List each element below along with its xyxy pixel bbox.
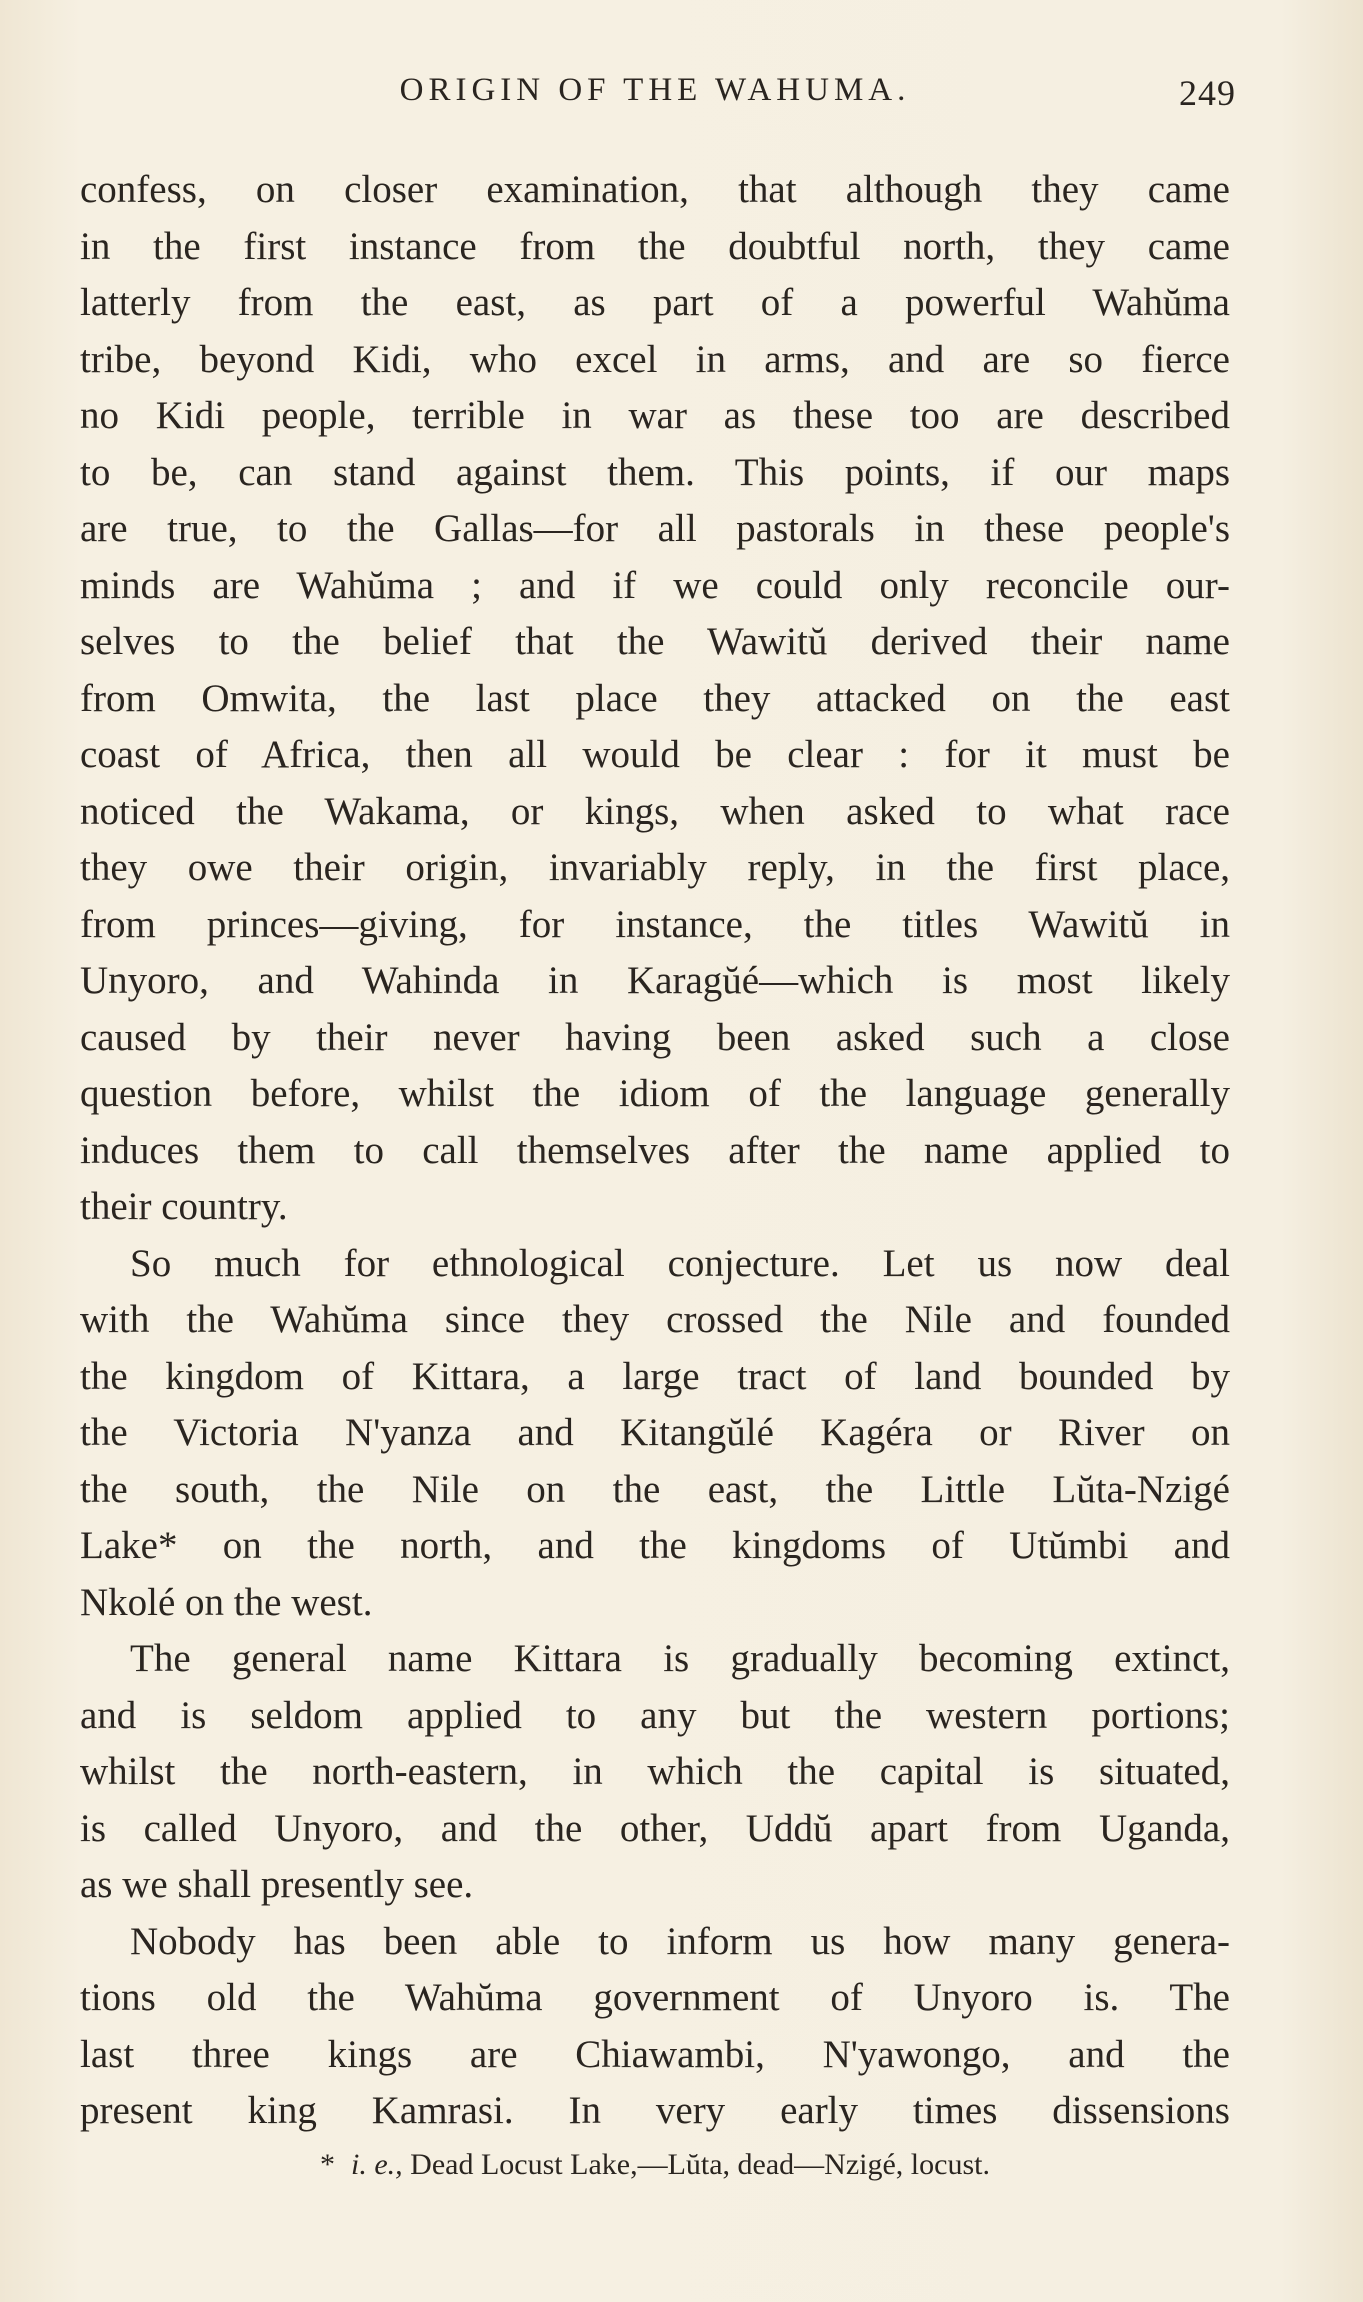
paragraph-start-line: Nobody has been able to inform us how many genera-: [130, 1919, 1230, 1963]
text-line: confess, on closer examination, that although they came: [80, 168, 1230, 211]
text-line: and is seldom applied to any but the western portions;: [80, 1693, 1230, 1737]
text-line: from princes—giving, for instance, the titles Wawitŭ in: [80, 902, 1230, 946]
text-line: coast of Africa, then all would be clear : for it must be: [80, 733, 1230, 776]
text-line: with the Wahŭma since they crossed the Nile and founded: [80, 1298, 1230, 1341]
text-line: no Kidi people, terrible in war as these too are described: [80, 394, 1230, 437]
text-line: selves to the belief that the Wawitŭ derived their name: [80, 620, 1230, 663]
text-line: in the first instance from the doubtful north, they came: [80, 224, 1230, 268]
paragraph-start-line: So much for ethnological conjecture. Let us now deal: [130, 1241, 1230, 1285]
text-line: whilst the north-eastern, in which the capital is situated,: [80, 1750, 1230, 1793]
text-line: Unyoro, and Wahinda in Karagŭé—which is most likely: [80, 959, 1230, 1002]
page-header: [80, 72, 1236, 122]
text-line: minds are Wahŭma ; and if we could only reconcile our-: [80, 563, 1230, 607]
text-line: present king Kamrasi. In very early times dissensions: [80, 2089, 1230, 2132]
text-line: the south, the Nile on the east, the Little Lŭta-Nzigé: [80, 1467, 1230, 1511]
body-text: [80, 162, 1230, 2140]
text-line: Lake* on the north, and the kingdoms of Utŭmbi and: [80, 1524, 1230, 1567]
text-line: the Victoria N'yanza and Kitangŭlé Kagéra or River on: [80, 1411, 1230, 1454]
text-line: from Omwita, the last place they attacked on the east: [80, 676, 1230, 720]
paragraph-start-line: The general name Kittara is gradually becoming extinct,: [130, 1637, 1230, 1680]
text-line: last three kings are Chiawambi, N'yawongo, and the: [80, 2032, 1230, 2076]
text-line: to be, can stand against them. This points, if our maps: [80, 450, 1230, 494]
paragraph-end-line: Nkolé on the west.: [80, 1580, 373, 1624]
footnote: [80, 2148, 1230, 2182]
text-line: question before, whilst the idiom of the language generally: [80, 1072, 1230, 1115]
footnote-marker: *: [320, 2148, 336, 2181]
text-line: tribe, beyond Kidi, who excel in arms, and are so fierce: [80, 337, 1230, 381]
footnote-text: Dead Locust Lake,—Lŭta, dead—Nzigé, locust.: [410, 2148, 990, 2181]
text-line: tions old the Wahŭma government of Unyoro is. The: [80, 1976, 1230, 2019]
paragraph-end-line: as we shall presently see.: [80, 1863, 474, 1906]
running-title: ORIGIN OF THE WAHUMA.: [399, 72, 911, 108]
text-line: noticed the Wakama, or kings, when asked to what race: [80, 789, 1230, 833]
text-line: induces them to call themselves after the name applied to: [80, 1128, 1230, 1172]
footnote-abbreviation: i. e.,: [351, 2148, 403, 2181]
text-line: the kingdom of Kittara, a large tract of land bounded by: [80, 1354, 1230, 1398]
text-line: are true, to the Gallas—for all pastorals in these people's: [80, 507, 1230, 550]
page-number: 249: [1179, 73, 1236, 113]
paragraph-end-line: their country.: [80, 1185, 288, 1228]
text-line: is called Unyoro, and the other, Uddŭ apart from Uganda,: [80, 1806, 1230, 1850]
text-line: caused by their never having been asked such a close: [80, 1015, 1230, 1059]
text-line: they owe their origin, invariably reply, in the first place,: [80, 846, 1230, 889]
text-line: latterly from the east, as part of a powerful Wahŭma: [80, 281, 1230, 324]
